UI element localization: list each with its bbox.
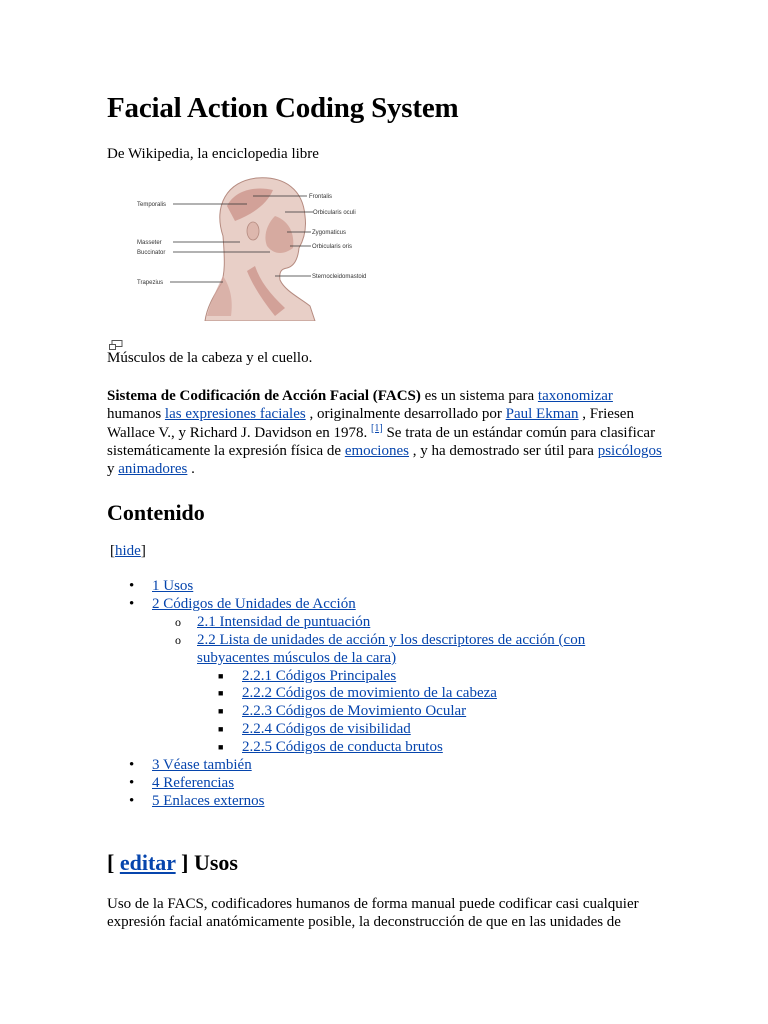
toc-subsubitem: ■ 2.2.5 Códigos de conducta brutos: [218, 739, 443, 756]
toc-subsubitem: ■ 2.2.3 Códigos de Movimiento Ocular: [218, 703, 467, 720]
toc-link-vease-tambien[interactable]: 3 Véase también: [152, 757, 252, 774]
toc-link-movimiento-cabeza[interactable]: 2.2.2 Códigos de movimiento de la cabeza: [242, 685, 497, 702]
label-masseter: Masseter: [137, 240, 162, 246]
toc-link-codigos-principales[interactable]: 2.2.1 Códigos Principales: [242, 667, 397, 684]
toc-item: • 4 Referencias: [129, 774, 235, 791]
toc-toggle: [hide]: [110, 543, 146, 559]
label-temporalis: Temporalis: [137, 202, 167, 208]
toc-link-codigos-unidades[interactable]: 2 Códigos de Unidades de Acción: [152, 595, 356, 612]
toc-link-usos[interactable]: 1 Usos: [152, 578, 194, 594]
toc-subitem: o 2.1 Intensidad de puntuación: [175, 613, 371, 630]
table-of-contents: [107, 578, 597, 811]
label-buccinator: Buccinator: [137, 250, 166, 256]
page-title: Facial Action Coding System: [107, 92, 459, 124]
link-emociones[interactable]: emociones: [344, 442, 409, 459]
toc-subitem: o 2.2 Lista de unidades de acción y los descriptores de acción (con subyacentes músculos de la cara) ■ 2.2.1 Códigos Principales ■ 2.2.2 Códigos de movimiento de la cabeza ■ 2.2.3 Códigos de Movimiento Ocular ■ 2.2.4 Códigos de visibilidad ■ 2.2.5 Códigos de conducta brutos: [152, 632, 597, 757]
link-taxonomizar[interactable]: taxonomizar: [537, 388, 613, 404]
toc-subsubitem: ■ 2.2.2 Códigos de movimiento de la cabeza: [218, 685, 497, 702]
reference-1[interactable]: [1]: [371, 422, 383, 434]
toc-link-referencias[interactable]: 4 Referencias: [152, 774, 235, 791]
enlarge-icon[interactable]: [109, 340, 123, 350]
toc-hide-link[interactable]: hide: [115, 543, 141, 559]
intro-paragraph: Sistema de Codificación de Acción Facial (FACS) es un sistema para taxonomizar humanos las expresiones faciales , originalmente desarrollado por Paul Ekman , Friesen Wallace V., y Richard J. Davidson en 1978. [1] Se trata de un estándar común para clasificar sistemáticamente la expresión física de emociones , y ha demostrado ser útil para psicólogos y animadores .: [107, 388, 662, 478]
toc-link-lista-unidades[interactable]: 2.2 Lista de unidades de acción y los descriptores de acción (con subyacentes músculos de la cara): [197, 631, 586, 666]
head-neck-muscles-illustration: [135, 176, 385, 321]
toc-item: • 1 Usos: [129, 578, 194, 594]
toc-link-intensidad[interactable]: 2.1 Intensidad de puntuación: [197, 613, 371, 630]
toc-heading: Contenido: [107, 500, 205, 525]
toc-item: • 2 Códigos de Unidades de Acción o 2.1 Intensidad de puntuación o 2.2 Lista de unidades de acción y los descriptores de acción (con subyacentes músculos de la cara) ■ 2.2.1 Códigos Principales ■ 2.2.2 Códigos de movimiento de la cabeza ■ 2.2.3 Códigos de Movimiento Ocular ■ 2.2.4 Códigos de visibilidad ■ 2.2.5 Códigos de conducta brutos: [107, 596, 597, 757]
figure-caption: Músculos de la cabeza y el cuello.: [107, 350, 313, 366]
label-frontalis: Frontalis: [309, 194, 333, 200]
section-heading-usos: [ editar ] Usos: [107, 850, 238, 875]
toc-link-enlaces-externos[interactable]: 5 Enlaces externos: [152, 792, 265, 809]
page-subtitle: De Wikipedia, la enciclopedia libre: [107, 146, 319, 162]
edit-section-link[interactable]: editar: [119, 850, 176, 875]
toc-item: • 3 Véase también: [129, 757, 252, 774]
usos-paragraph: Uso de la FACS, codificadores humanos de forma manual puede codificar casi cualquier expresión facial anatómicamente posible, la deconstrucción de que en las unidades de: [107, 896, 639, 931]
toc-subsubitem: ■ 2.2.1 Códigos Principales: [218, 667, 397, 684]
toc-link-visibilidad[interactable]: 2.2.4 Códigos de visibilidad: [242, 721, 411, 738]
label-sternocleidomastoid: Sternocleidomastoid: [312, 274, 367, 280]
link-psicologos[interactable]: psicólogos: [597, 442, 662, 459]
facs-term: Sistema de Codificación de Acción Facial (FACS): [107, 388, 421, 404]
link-expresiones-faciales[interactable]: las expresiones faciales: [164, 406, 306, 423]
toc-link-conducta-brutos[interactable]: 2.2.5 Códigos de conducta brutos: [242, 739, 443, 756]
label-orbicularis-oculi: Orbicularis oculi: [313, 210, 356, 216]
toc-item: • 5 Enlaces externos: [129, 792, 265, 809]
label-zygomaticus: Zygomaticus: [312, 230, 347, 236]
toc-subsubitem: ■ 2.2.4 Códigos de visibilidad: [218, 721, 411, 738]
ear-shape: [247, 222, 259, 240]
toc-link-movimiento-ocular[interactable]: 2.2.3 Códigos de Movimiento Ocular: [242, 703, 467, 720]
label-trapezius: Trapezius: [137, 280, 164, 286]
link-paul-ekman[interactable]: Paul Ekman: [505, 406, 579, 423]
label-orbicularis-oris: Orbicularis oris: [312, 244, 353, 250]
link-animadores[interactable]: animadores: [118, 461, 188, 478]
